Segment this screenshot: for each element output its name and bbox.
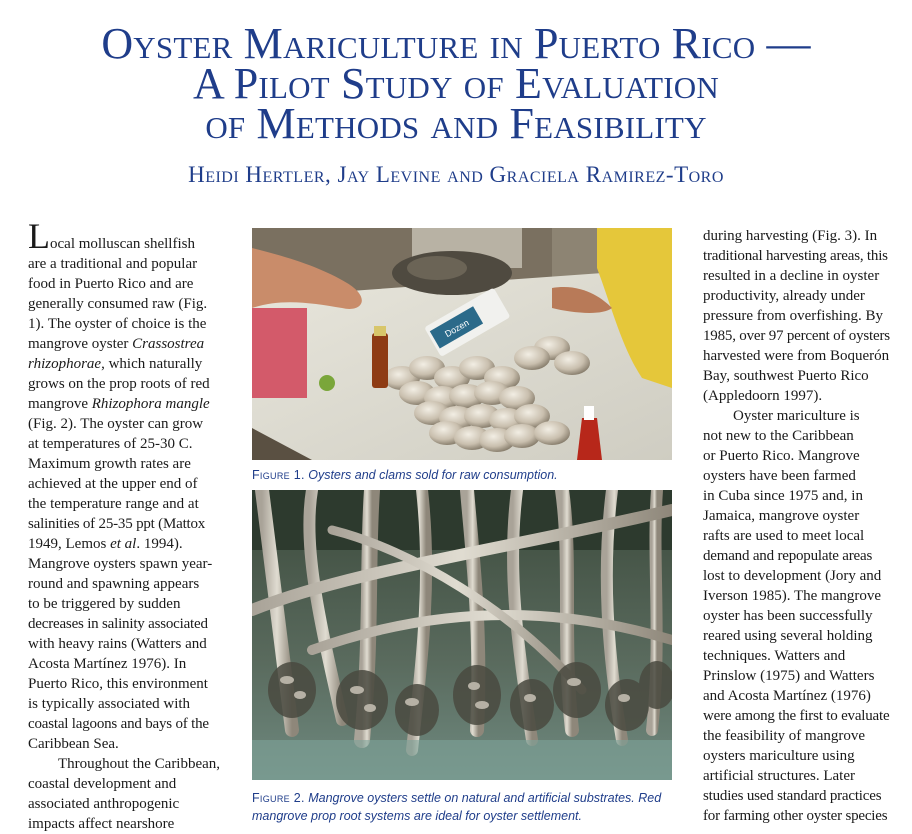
mangrove-photo-icon: [252, 490, 672, 780]
sign-text: Dozen: [443, 317, 471, 340]
title-line-3: of Methods and Feasibility: [205, 99, 707, 148]
figure-2-caption: [252, 789, 672, 825]
figure-2-label: Figure 2.: [252, 791, 305, 805]
figure-1-label: Figure 1.: [252, 468, 305, 482]
market-photo-icon: [252, 228, 672, 460]
paragraph-1: Local molluscan shellfish are a traditional and popular food in Puerto Rico and are generally consumed raw (Fig. 1). The oyster of choice is the mangrove oyster Crassostrea rhizophorae, which naturally grows on the prop roots of red mangrove Rhizophora mangle (Fig. 2). The oyster can grow at temperatures of 25-30 C. Maximum growth rates are achieved at the upper end of the temperature range and at salinities of 25-35 ppt (Mattox 1949, Lemos et al. 1994). Mangrove oysters spawn year- round and spawning appears to be triggered by sudden decreases in salinity associated with heavy rains (Watters and Acosta Martínez 1976). In Puerto Rico, this environment is typically associated with coastal lagoons and bays of the Caribbean Sea.: [28, 216, 213, 752]
title-line-2: A Pilot Study of Evaluation: [193, 59, 719, 108]
paragraph-4: Oyster mariculture is not new to the Caribbean or Puerto Rico. Mangrove oysters have been farmed in Cuba since 1975 and, in Jamaica, mangrove oyster rafts are used to meet local demand and repopulate areas lost to development (Jory and Iverson 1985). The mangrove oyster has been successfully reared using several holding techniques. Watters and Prinslow (1975) and Watters and Acosta Martínez (1976) were among the first to evaluate the feasibility of mangrove oysters mariculture using artificial structures. Later studies used standard practices for farming other oyster species: [703, 408, 890, 824]
text-column-left: [28, 216, 228, 834]
article-title: [0, 19, 912, 148]
authors-byline: Heidi Hertler, Jay Levine and Graciela Ramirez-Toro: [188, 162, 724, 187]
figure-1-caption: [252, 466, 672, 484]
drop-cap: L: [28, 216, 50, 256]
figure-1-caption-text: Oysters and clams sold for raw consumption.: [308, 468, 558, 482]
figure-2-photo: [252, 490, 672, 780]
title-line-1: Oyster Mariculture in Puerto Rico —: [101, 19, 811, 68]
figure-2-caption-line-1: Mangrove oysters settle on natural and artificial substrates. Red: [308, 791, 662, 805]
paragraph-3: during harvesting (Fig. 3). In traditional harvesting areas, this resulted in a decline in oyster productivity, already under pressure from overfishing. By 1985, over 97 percent of oysters harvested were from Boquerón Bay, southwest Puerto Rico (Appledoorn 1997).: [703, 228, 890, 404]
text-column-right: [703, 226, 903, 826]
figure-2-caption-line-2: mangrove prop root systems are ideal for oyster settlement.: [252, 809, 583, 823]
figure-1-photo: [252, 228, 672, 460]
paragraph-2: Throughout the Caribbean, coastal development and associated anthropogenic impacts affect nearshore: [28, 756, 221, 832]
